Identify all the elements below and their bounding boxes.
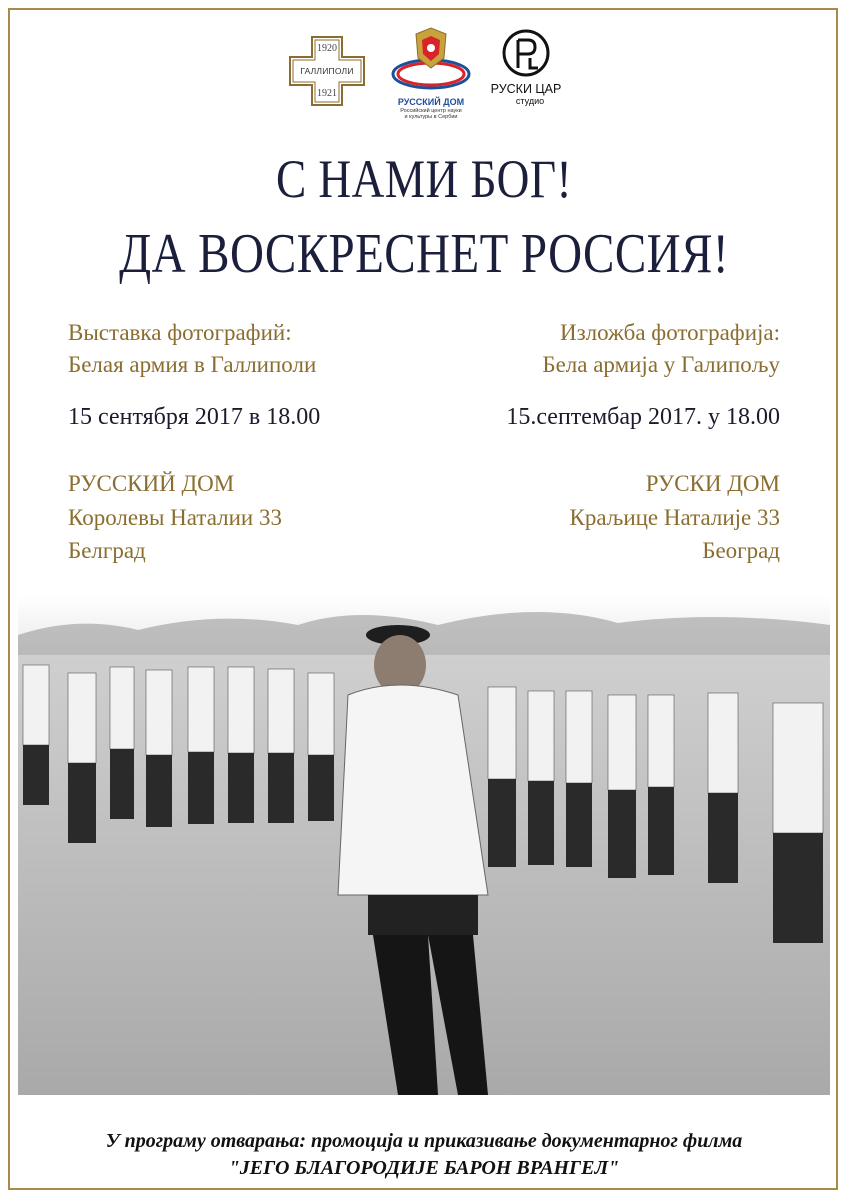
- sr-exhibition-label: Изложба фотографија:: [559, 320, 780, 345]
- title-line-1: С НАМИ БОГ!: [276, 149, 572, 209]
- sr-exhibition-subject: Бела армија у Галипољу: [542, 352, 780, 377]
- ruski-car-monogram-icon: [488, 28, 564, 80]
- ru-exhibition-label: Выставка фотографий:: [68, 320, 292, 345]
- russian-house-subtitle-line1: Российский центр науки: [400, 108, 462, 114]
- ruski-car-subtitle: студио: [515, 96, 545, 106]
- russian-house-subtitle: [386, 108, 476, 120]
- sr-venue: РУСКИ ДОМ: [645, 471, 780, 496]
- russian-house-name: РУССКИЙ ДОМ: [397, 97, 465, 107]
- ru-venue: РУССКИЙ ДОМ: [68, 471, 235, 496]
- ruski-car-logo: [488, 28, 564, 113]
- gallipoli-top-year: 1920: [317, 43, 337, 54]
- gallipoli-bottom-year: 1921: [317, 88, 337, 99]
- footer-program-line: У програму отварања: промоција и приказивање документарног филма: [105, 1130, 743, 1152]
- historical-photo-army-review: [18, 595, 830, 1095]
- footer-film-title: "ЈЕГО БЛАГОРОДИЈЕ БАРОН ВРАНГЕЛ": [228, 1157, 620, 1179]
- title-line-2: ДА ВОСКРЕСНЕТ РОССИЯ!: [119, 223, 729, 285]
- ru-exhibition-subject: Белая армия в Галлиполи: [68, 352, 317, 377]
- sr-street: Краљице Наталије 33: [569, 505, 780, 530]
- russian-house-subtitle-line2: и культуры в Сербии: [404, 114, 458, 120]
- sr-city: Београд: [702, 538, 780, 563]
- ru-city: Белград: [68, 538, 146, 563]
- gallipoli-name: ГАЛЛИПОЛИ: [300, 66, 354, 76]
- ruski-car-name: РУСКИ ЦАР: [490, 82, 562, 96]
- gallipoli-cross-logo: [288, 35, 366, 107]
- double-eagle-emblem-icon: [386, 22, 476, 96]
- russian-house-logo: [386, 22, 476, 127]
- ru-street: Королевы Наталии 33: [68, 505, 282, 530]
- sr-date: 15.септембар 2017. у 18.00: [506, 404, 780, 430]
- ru-date: 15 сентября 2017 в 18.00: [68, 404, 321, 430]
